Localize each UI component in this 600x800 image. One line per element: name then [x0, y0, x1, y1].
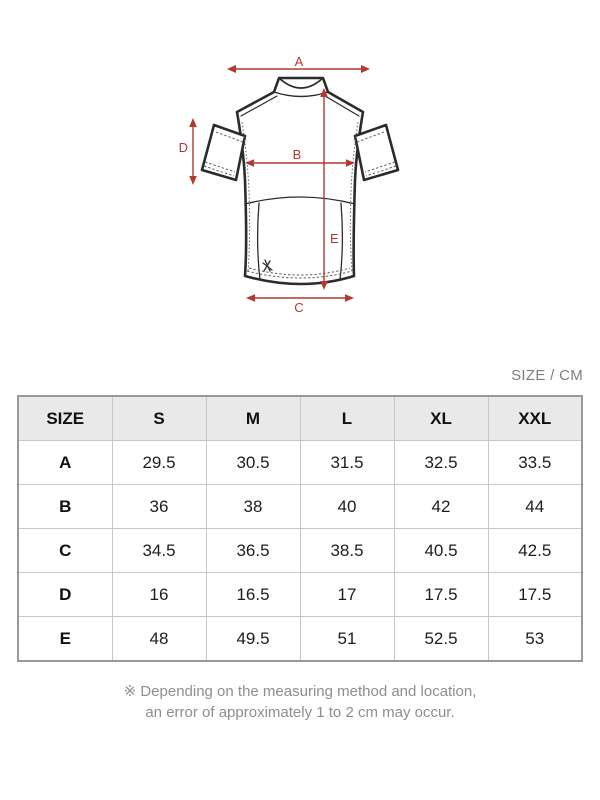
cell-e-m: 49.5	[206, 617, 300, 662]
row-label-b: B	[18, 485, 112, 529]
column-header-size: SIZE	[18, 396, 112, 441]
column-header-l: L	[300, 396, 394, 441]
footnote-line-1: ※ Depending on the measuring method and location,	[123, 683, 477, 700]
measure-label-d: D	[178, 140, 188, 155]
cell-c-xxl: 42.5	[488, 529, 582, 573]
cell-d-l: 17	[300, 573, 394, 617]
cell-e-l: 51	[300, 617, 394, 662]
row-label-e: E	[18, 617, 112, 662]
cell-c-l: 38.5	[300, 529, 394, 573]
cell-c-s: 34.5	[112, 529, 206, 573]
cell-d-xl: 17.5	[394, 573, 488, 617]
cell-d-s: 16	[112, 573, 206, 617]
table-row-b	[18, 485, 582, 529]
cell-e-xxl: 53	[488, 617, 582, 662]
measure-label-e: E	[330, 231, 339, 246]
row-label-a: A	[18, 441, 112, 485]
cell-c-xl: 40.5	[394, 529, 488, 573]
row-label-d: D	[18, 573, 112, 617]
column-header-xl: XL	[394, 396, 488, 441]
right-sleeve	[355, 125, 398, 180]
cell-b-m: 38	[206, 485, 300, 529]
column-header-m: M	[206, 396, 300, 441]
cell-d-m: 16.5	[206, 573, 300, 617]
footnote-line-2: an error of approximately 1 to 2 cm may occur.	[145, 704, 455, 721]
size-table	[17, 395, 583, 662]
cell-e-xl: 52.5	[394, 617, 488, 662]
cell-b-xl: 42	[394, 485, 488, 529]
jersey-outline	[202, 78, 398, 284]
column-header-xxl: XXL	[488, 396, 582, 441]
cell-a-xxl: 33.5	[488, 441, 582, 485]
cell-a-s: 29.5	[112, 441, 206, 485]
measure-label-c: C	[294, 300, 304, 315]
size-unit-label: SIZE / CM	[511, 367, 583, 384]
left-sleeve	[202, 125, 245, 180]
cell-b-s: 36	[112, 485, 206, 529]
cell-a-xl: 32.5	[394, 441, 488, 485]
measure-label-a: A	[294, 54, 304, 69]
cell-b-xxl: 44	[488, 485, 582, 529]
size-table-header-row	[18, 396, 582, 441]
table-row-c	[18, 529, 582, 573]
cell-d-xxl: 17.5	[488, 573, 582, 617]
footnote	[0, 681, 600, 723]
measure-label-b: B	[292, 147, 302, 162]
garment-diagram	[0, 0, 600, 345]
cell-a-m: 30.5	[206, 441, 300, 485]
table-row-a	[18, 441, 582, 485]
cell-a-l: 31.5	[300, 441, 394, 485]
column-header-s: S	[112, 396, 206, 441]
row-label-c: C	[18, 529, 112, 573]
table-row-e	[18, 617, 582, 662]
cell-c-m: 36.5	[206, 529, 300, 573]
table-row-d	[18, 573, 582, 617]
cell-b-l: 40	[300, 485, 394, 529]
cell-e-s: 48	[112, 617, 206, 662]
